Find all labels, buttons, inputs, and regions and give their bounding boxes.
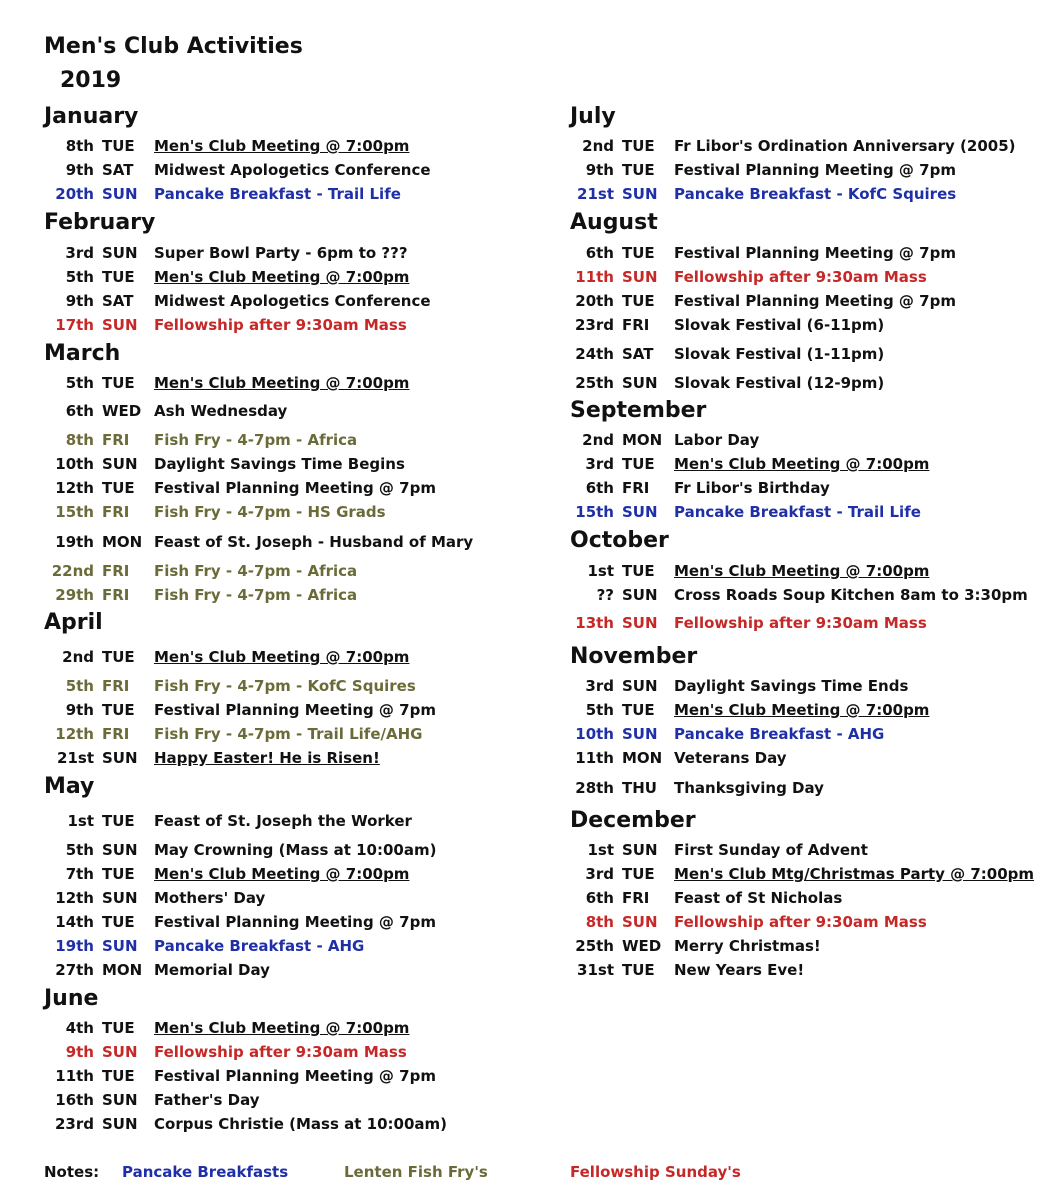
- month-heading-march: March: [44, 341, 121, 366]
- notes-label: Notes:: [44, 1163, 100, 1181]
- month-heading-april: April: [44, 610, 103, 635]
- month-heading-july: July: [570, 104, 616, 129]
- month-heading-august: August: [570, 210, 658, 235]
- legend-lenten-fish-fry: Lenten Fish Fry's: [344, 1163, 488, 1181]
- month-heading-november: November: [570, 644, 698, 669]
- legend-pancake-breakfasts: Pancake Breakfasts: [122, 1163, 289, 1181]
- month-heading-january: January: [44, 104, 139, 129]
- month-heading-september: September: [570, 398, 707, 423]
- month-heading-december: December: [570, 808, 696, 833]
- month-heading-may: May: [44, 774, 95, 799]
- month-heading-february: February: [44, 210, 156, 235]
- page-title: Men's Club Activities: [44, 34, 303, 59]
- month-heading-october: October: [570, 528, 669, 553]
- year-heading: 2019: [60, 68, 122, 93]
- month-heading-june: June: [44, 986, 99, 1011]
- legend-fellowship-sundays: Fellowship Sunday's: [570, 1163, 741, 1181]
